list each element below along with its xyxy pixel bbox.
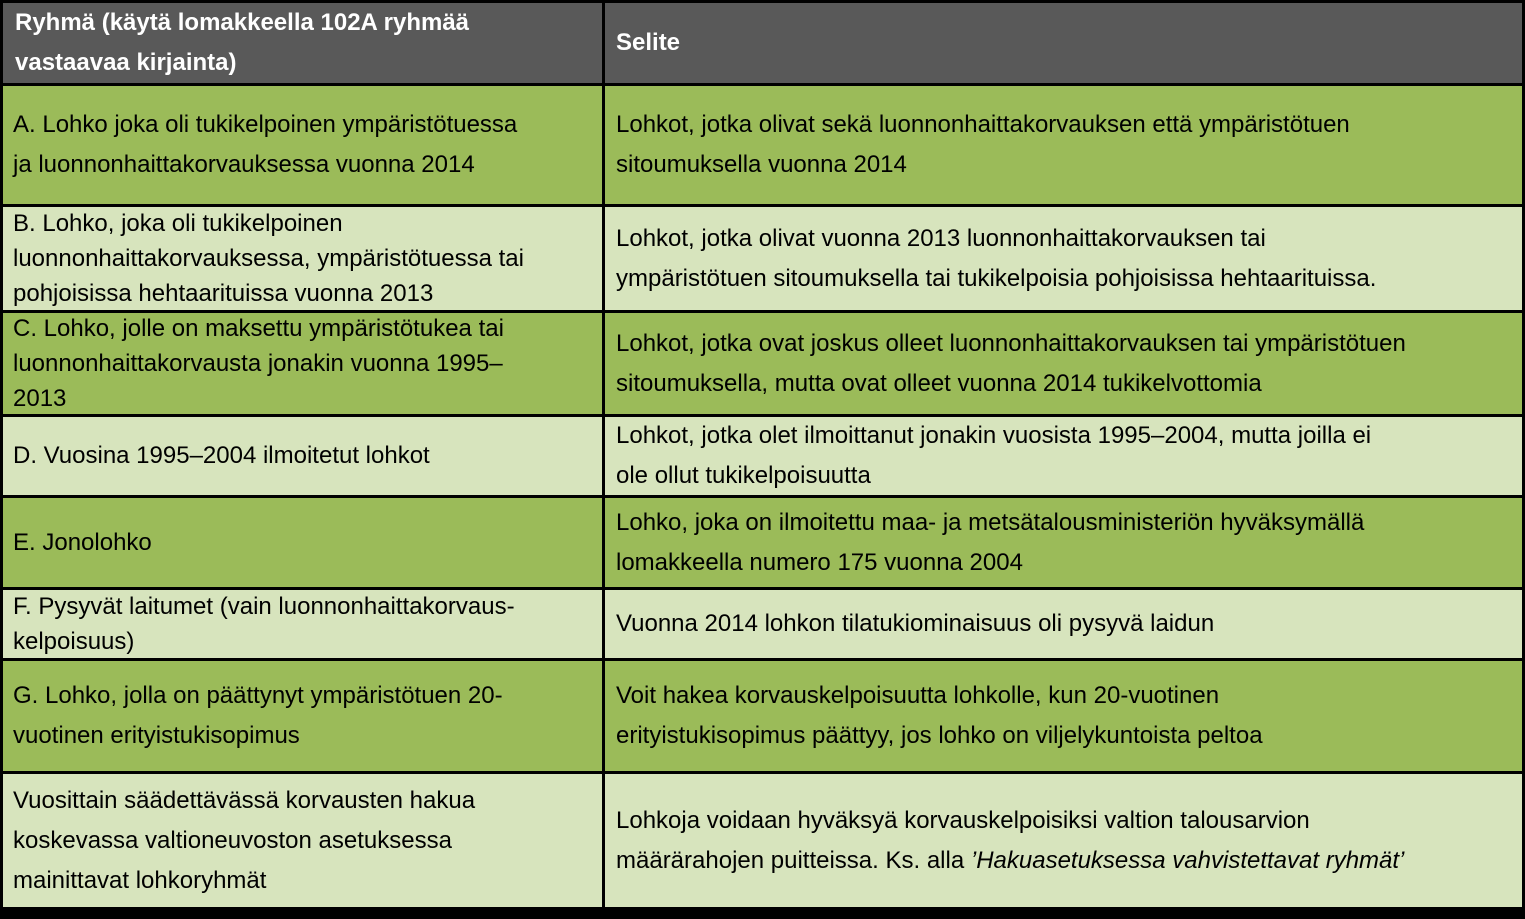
table-row-f — [0, 590, 1525, 661]
header-description-column — [605, 3, 1522, 83]
group-cell — [3, 86, 602, 204]
group-text-line: luonnonhaittakorvauksessa, ympäristötuessa tai — [13, 245, 524, 272]
group-cell — [3, 313, 602, 414]
description-cell — [605, 417, 1522, 495]
group-text-line: F. Pysyvät laitumet (vain luonnonhaittakorvaus- — [13, 593, 515, 620]
table-row-d — [0, 417, 1525, 498]
table-header — [0, 0, 1525, 86]
description-text-line: Lohkot, jotka olivat sekä luonnonhaittakorvauksen että ympäristötuen — [616, 111, 1350, 138]
header-group-line: Ryhmä (käytä lomakkeella 102A ryhmää — [15, 9, 470, 36]
table-row-c — [0, 313, 1525, 417]
description-text-line: lomakkeella numero 175 vuonna 2004 — [616, 548, 1023, 576]
group-text-line: G. Lohko, jolla on päättynyt ympäristötuen 20- — [13, 682, 503, 709]
group-text-line: D. Vuosina 1995–2004 ilmoitetut lohkot — [13, 442, 430, 469]
description-text-line — [616, 841, 1404, 881]
description-cell — [605, 774, 1522, 907]
group-text-line: koskevassa valtioneuvoston asetuksessa — [13, 826, 452, 854]
description-text-fragment: määrärahojen puitteissa. Ks. alla — [616, 846, 971, 874]
description-cell — [605, 590, 1522, 658]
group-text-line: ja luonnonhaittakorvauksessa vuonna 2014 — [13, 151, 475, 178]
header-description-label: Selite — [616, 29, 681, 56]
group-text-line: C. Lohko, jolle on maksettu ympäristötukea tai — [13, 315, 504, 342]
description-text-line: ympäristötuen sitoumuksella tai tukikelpoisia pohjoisissa hehtaarituissa. — [616, 264, 1377, 292]
description-text-line: Lohkot, jotka olivat vuonna 2013 luonnonhaittakorvauksen tai — [616, 224, 1266, 252]
group-cell — [3, 207, 602, 310]
group-text-line: vuotinen erityistukisopimus — [13, 722, 300, 749]
description-text-line: Lohkoja voidaan hyväksyä korvauskelpoisiksi valtion talousarvion — [616, 806, 1310, 834]
header-group-column — [3, 3, 602, 83]
description-text-line: Vuonna 2014 lohkon tilatukiominaisuus oli pysyvä laidun — [616, 610, 1215, 637]
description-text-line: ole ollut tukikelpoisuutta — [616, 462, 871, 489]
group-cell — [3, 417, 602, 495]
table-row-e — [0, 498, 1525, 590]
description-text-line: Voit hakea korvauskelpoisuutta lohkolle, kun 20-vuotinen — [616, 682, 1220, 709]
description-text-line: sitoumuksella vuonna 2014 — [616, 151, 907, 178]
table-row-decree — [0, 774, 1525, 910]
description-cell — [605, 86, 1522, 204]
group-text-line: mainittavat lohkoryhmät — [13, 866, 267, 894]
group-text-line: 2013 — [13, 385, 67, 412]
group-text-line: B. Lohko, joka oli tukikelpoinen — [13, 210, 343, 237]
description-cell — [605, 661, 1522, 771]
group-text-line: luonnonhaittakorvausta jonakin vuonna 1995– — [13, 350, 503, 377]
description-text-line: Lohko, joka on ilmoitettu maa- ja metsätalousministeriön hyväksymällä — [616, 508, 1365, 536]
description-cell — [605, 498, 1522, 587]
group-text-line: A. Lohko joka oli tukikelpoinen ympäristötuessa — [13, 111, 518, 138]
table-row-a — [0, 86, 1525, 207]
table-row-g — [0, 661, 1525, 774]
table-row-b — [0, 207, 1525, 313]
group-cell — [3, 590, 602, 658]
group-cell — [3, 661, 602, 771]
group-text-line: E. Jonolohko — [13, 528, 152, 556]
description-text-line: erityistukisopimus päättyy, jos lohko on viljelykuntoista peltoa — [616, 722, 1263, 749]
header-group-line: vastaavaa kirjainta) — [15, 49, 237, 76]
group-text-line: Vuosittain säädettävässä korvausten hakua — [13, 786, 476, 814]
description-text-line: Lohkot, jotka olet ilmoittanut jonakin vuosista 1995–2004, mutta joilla ei — [616, 422, 1372, 449]
group-cell — [3, 498, 602, 587]
description-text-line: Lohkot, jotka ovat joskus olleet luonnonhaittakorvauksen tai ympäristötuen — [616, 329, 1406, 357]
description-cell — [605, 313, 1522, 414]
group-text-line: pohjoisissa hehtaarituissa vuonna 2013 — [13, 280, 434, 307]
description-text-line: sitoumuksella, mutta ovat olleet vuonna 2014 tukikelvottomia — [616, 369, 1262, 397]
group-cell — [3, 774, 602, 907]
description-cell — [605, 207, 1522, 310]
group-text-line: kelpoisuus) — [13, 628, 135, 655]
reference-italic-text: ’Hakuasetuksessa vahvistettavat ryhmät’ — [970, 846, 1405, 874]
